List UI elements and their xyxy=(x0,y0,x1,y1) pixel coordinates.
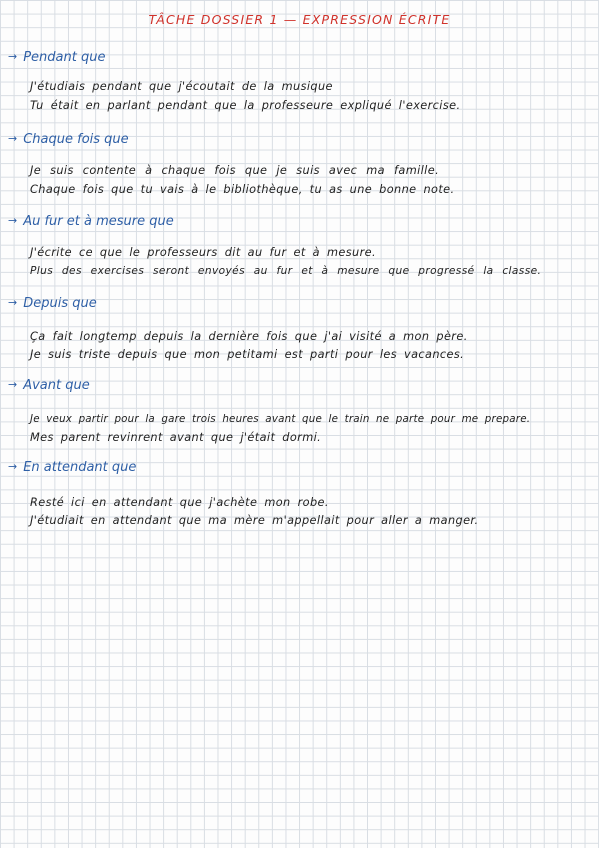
sentence-line: J'écrite ce que le professeurs dit au fur et à mesure. xyxy=(30,246,376,259)
section-heading-label: Chaque fois que xyxy=(23,132,129,147)
arrow-icon: → xyxy=(8,214,18,227)
section-heading-en-attendant-que xyxy=(8,460,136,475)
sentence-line: Tu était en parlant pendant que la professeure expliqué l'exercise. xyxy=(30,99,461,112)
section-heading-pendant-que xyxy=(8,50,105,65)
section-heading-depuis-que xyxy=(8,296,97,311)
sentence-line: Resté ici en attendant que j'achète mon robe. xyxy=(30,496,329,509)
section-heading-avant-que xyxy=(8,378,90,393)
arrow-icon: → xyxy=(8,132,18,145)
arrow-icon: → xyxy=(8,50,18,63)
page-title: TÂCHE DOSSIER 1 — EXPRESSION ÉCRITE xyxy=(148,12,451,27)
sentence-line: Je veux partir pour la gare trois heures avant que le train ne parte pour me prepare. xyxy=(30,413,531,425)
sentence-line: Mes parent revinrent avant que j'était dormi. xyxy=(30,431,322,444)
section-heading-chaque-fois-que xyxy=(8,132,129,147)
section-heading-label: Pendant que xyxy=(23,50,106,65)
arrow-icon: → xyxy=(8,460,18,473)
sentence-line: Je suis contente à chaque fois que je suis avec ma famille. xyxy=(30,164,440,177)
arrow-icon: → xyxy=(8,296,18,309)
section-heading-au-fur-et-a-mesure-que xyxy=(8,214,174,229)
section-heading-label: Au fur et à mesure que xyxy=(23,214,174,229)
sentence-line: Plus des exercises seront envoyés au fur et à mesure que progressé la classe. xyxy=(30,265,542,277)
sentence-line: Chaque fois que tu vais à le bibliothèque, tu as une bonne note. xyxy=(30,183,455,196)
section-heading-label: Avant que xyxy=(23,378,90,393)
sentence-line: J'étudiais pendant que j'écoutait de la musique xyxy=(30,80,333,93)
sentence-line: J'étudiait en attendant que ma mère m'appellait pour aller a manger. xyxy=(30,514,479,527)
sentence-line: Je suis triste depuis que mon petitami est parti pour les vacances. xyxy=(30,348,465,361)
section-heading-label: En attendant que xyxy=(23,460,137,475)
sentence-line: Ça fait longtemp depuis la dernière fois que j'ai visité a mon père. xyxy=(30,330,468,343)
arrow-icon: → xyxy=(8,378,18,391)
section-heading-label: Depuis que xyxy=(23,296,97,311)
